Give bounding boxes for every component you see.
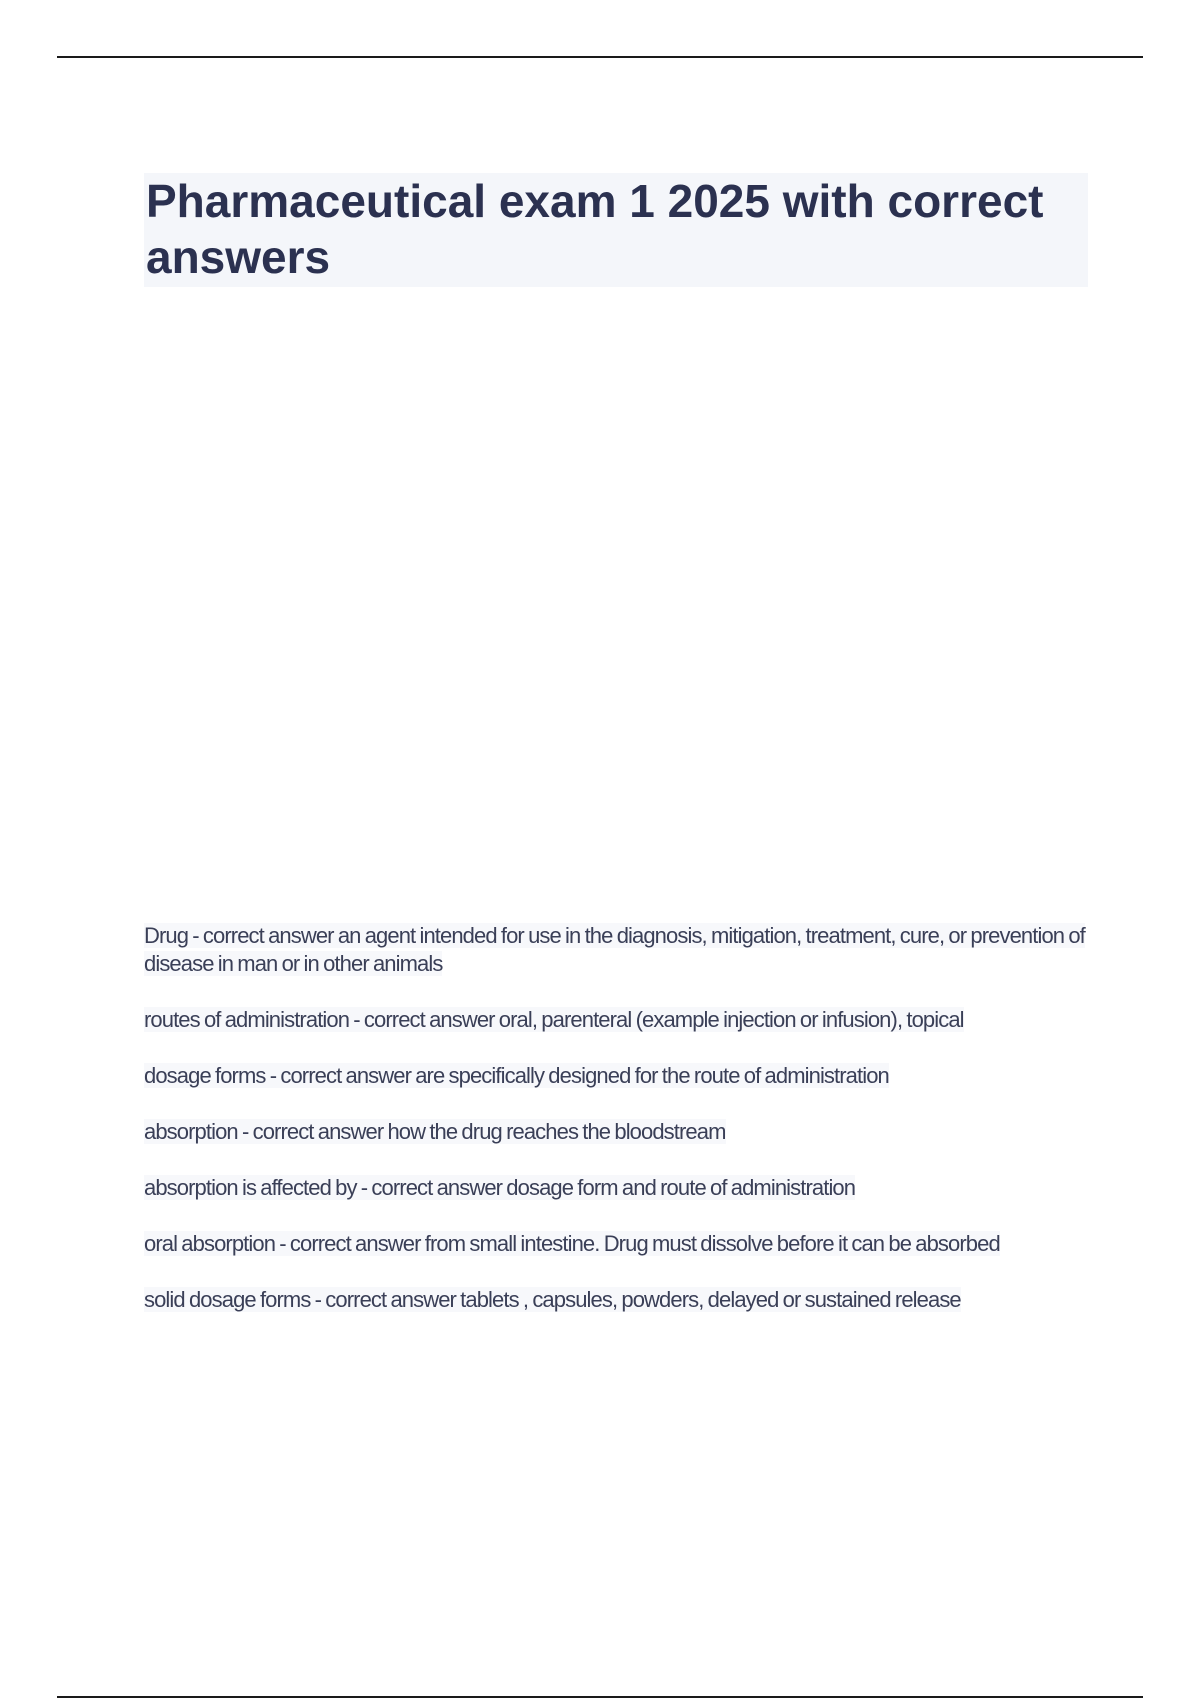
qa-text: routes of administration - correct answer oral, parenteral (example injection or infusion), topical <box>144 1007 964 1032</box>
qa-list <box>144 922 1088 1342</box>
qa-text: absorption is affected by - correct answer dosage form and route of administration <box>144 1175 856 1200</box>
top-divider <box>57 56 1143 58</box>
title-block <box>144 173 1088 287</box>
qa-item-absorption <box>144 1118 1088 1146</box>
qa-text: solid dosage forms - correct answer tablets , capsules, powders, delayed or sustained release <box>144 1287 961 1312</box>
qa-text: dosage forms - correct answer are specifically designed for the route of administration <box>144 1063 889 1088</box>
bottom-divider <box>57 1696 1143 1698</box>
qa-item-routes <box>144 1006 1088 1034</box>
page-title: Pharmaceutical exam 1 2025 with correct answers <box>146 175 1044 283</box>
qa-text: absorption - correct answer how the drug reaches the bloodstream <box>144 1119 726 1144</box>
qa-item-drug <box>144 922 1088 978</box>
qa-item-oral-absorption <box>144 1230 1088 1258</box>
qa-item-absorption-affected <box>144 1174 1088 1202</box>
qa-item-solid-dosage <box>144 1286 1088 1314</box>
qa-text: oral absorption - correct answer from small intestine. Drug must dissolve before it can be absorbed <box>144 1231 1000 1256</box>
qa-item-dosage-forms <box>144 1062 1088 1090</box>
qa-text: Drug - correct answer an agent intended for use in the diagnosis, mitigation, treatment, cure, or prevention of disease in man or in other animals <box>144 923 1085 976</box>
